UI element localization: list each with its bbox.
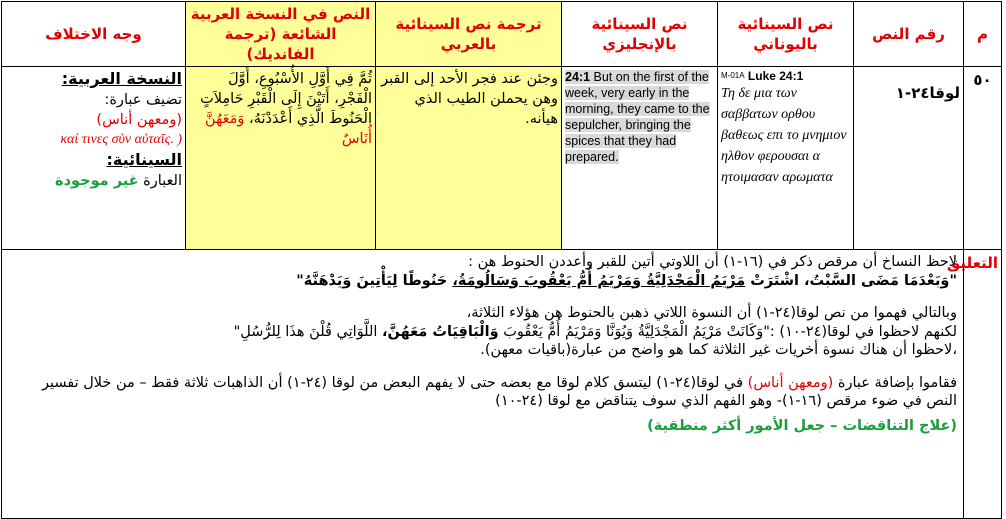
num-cell (964, 67, 1002, 250)
comment-p2: وبالتالي فهموا من نص لوقا(٢٤-١) أن النسوة اللاتي ذهبن بالحنوط هن هؤلاء الثلاثة، (466, 305, 957, 321)
arabic-version-label: النسخة العربية: (61, 69, 182, 88)
vandyke-text: ثُمَّ فِي أَوَّلِ الأُسْبُوعِ، أَوَّلَ الْفَجْرِ، أَتَيْنَ إِلَى الْقَبْرِ حَامِلاَتٍ الْحَنُوطَ الَّذِي أَعْدَدْنَهُ، (200, 71, 372, 127)
english-text: But on the first of the week, very early in the morning, they came to the sepulcher, bringing the spices that they had prepared. (565, 70, 710, 164)
header-verse-ref: رقم النص (854, 2, 964, 67)
comment-p5-red: (ومعهن أناس) (747, 374, 834, 391)
verse-ref: لوقا٢٤-١ (895, 84, 960, 102)
greek-code: M-01A (721, 71, 745, 80)
header-row (2, 2, 1002, 67)
greek-cell (718, 67, 854, 250)
data-row (2, 67, 1002, 250)
vandyke-highlight: وَمَعَهُنَّ أُنَاسٌ (204, 111, 372, 147)
comment-p5-end: في لوقا(٢٤-١) ليتسق كلام لوقا مع بعضه حتى لا يفهم البعض من لوقا (٢٤-١) أن الذاهبات ثلاثة فقط – من خلال تفسير النص في ضوء مرقص (١٦-١)- وهو الفهم الذي سوف يتناقض مع لوقا (٢٤-١٠) (41, 374, 957, 409)
adds-phrase-text: تضيف عبارة: (104, 92, 182, 108)
comment-p4: ،لاحظوا أن هناك نسوة أخريات غير الثلاثة كما هو واضح من عبارة(باقيات معهن). (480, 342, 957, 358)
header-sinaitic-greek: نص السينائية باليوناني (718, 2, 854, 67)
greek-ref: Luke 24:1 (747, 69, 804, 83)
english-ref: 24:1 (565, 70, 591, 84)
comment-label: التعليق (946, 254, 998, 272)
comment-p1a: لاحظ النساخ أن مرقص ذكر في (١٦-١) أن اللاوتي أتين للقبر وأعددن الحنوط هن : (468, 254, 957, 270)
row-number: ٥٠ (973, 71, 992, 89)
header-num: م (964, 2, 1002, 67)
english-cell (562, 67, 718, 250)
header-arabic-vandyke: النص في النسخة العربية الشائعة (ترجمة الفانديك) (186, 2, 376, 67)
comment-p1b-names: مَرْيَمُ الْمَجْدَلِيَّةُ وَمَرْيَمُ أُمُّ يَعْقُوبَ وَسَالُومَةُ، (452, 272, 746, 289)
comment-cell (2, 250, 964, 519)
comment-p1b-end: حَنُوطًا لِيَأْتِينَ وَيَدْهَنَّهُ" (296, 272, 448, 289)
sinaitic-arabic-text: وجئن عند فجر الأحد إلى القبر وهن يحملن الطيب الذي هيأنه. (381, 71, 558, 127)
sinaitic-arabic-cell (376, 67, 562, 250)
not-found-text: غير موجودة (55, 173, 139, 189)
comment-p3-start: لكنهم لاحظوا في لوقا(٢٤-١٠) :"وَكَانَتْ مَرْيَمُ الْمَجْدَلِيَّةُ وَيُوَنَّا وَمَرْيَمُ أُمُّ يَعْقُوبَ (503, 323, 957, 340)
comment-p3-end: اللَّوَاتِي قُلْنَ هذَا لِلرُّسُلِ" (233, 323, 378, 340)
header-difference: وجه الاختلاف (2, 2, 186, 67)
comment-row (2, 250, 1002, 519)
phrase-word: العبارة (143, 173, 182, 189)
vandyke-cell (186, 67, 376, 250)
comment-p1b-start: "وَبَعْدَمَا مَضَى السَّبْتُ، اشْتَرَتْ (750, 272, 957, 289)
difference-cell (2, 67, 186, 250)
header-sinaitic-english: نص السينائية بالإنجليزي (562, 2, 718, 67)
comment-label-cell (946, 250, 1002, 519)
comment-p5-start: فقاموا بإضافة عبارة (837, 374, 957, 391)
header-sinaitic-arabic: ترجمة نص السينائية بالعربي (376, 2, 562, 67)
comparison-table (1, 1, 1002, 519)
greek-text: Τη δε μια των σαββατων ορθου βαθεως επι το μνημιον ηλθον φερουσαι α ητοιμασαν αρωματα (721, 86, 847, 185)
comment-p6: (علاج التناقضات – جعل الأمور أكثر منطقية) (647, 417, 957, 434)
greek-added-phrase: καί τινες σὺν αὐταῖς. ) (60, 132, 182, 147)
verse-ref-cell (854, 67, 964, 250)
sinaitic-label: السينائية: (106, 150, 182, 169)
added-phrase: (ومعهن أناس) (96, 112, 182, 128)
comment-p3-bold: وَالْبَاقِيَاتُ مَعَهُنَّ، (382, 323, 499, 340)
